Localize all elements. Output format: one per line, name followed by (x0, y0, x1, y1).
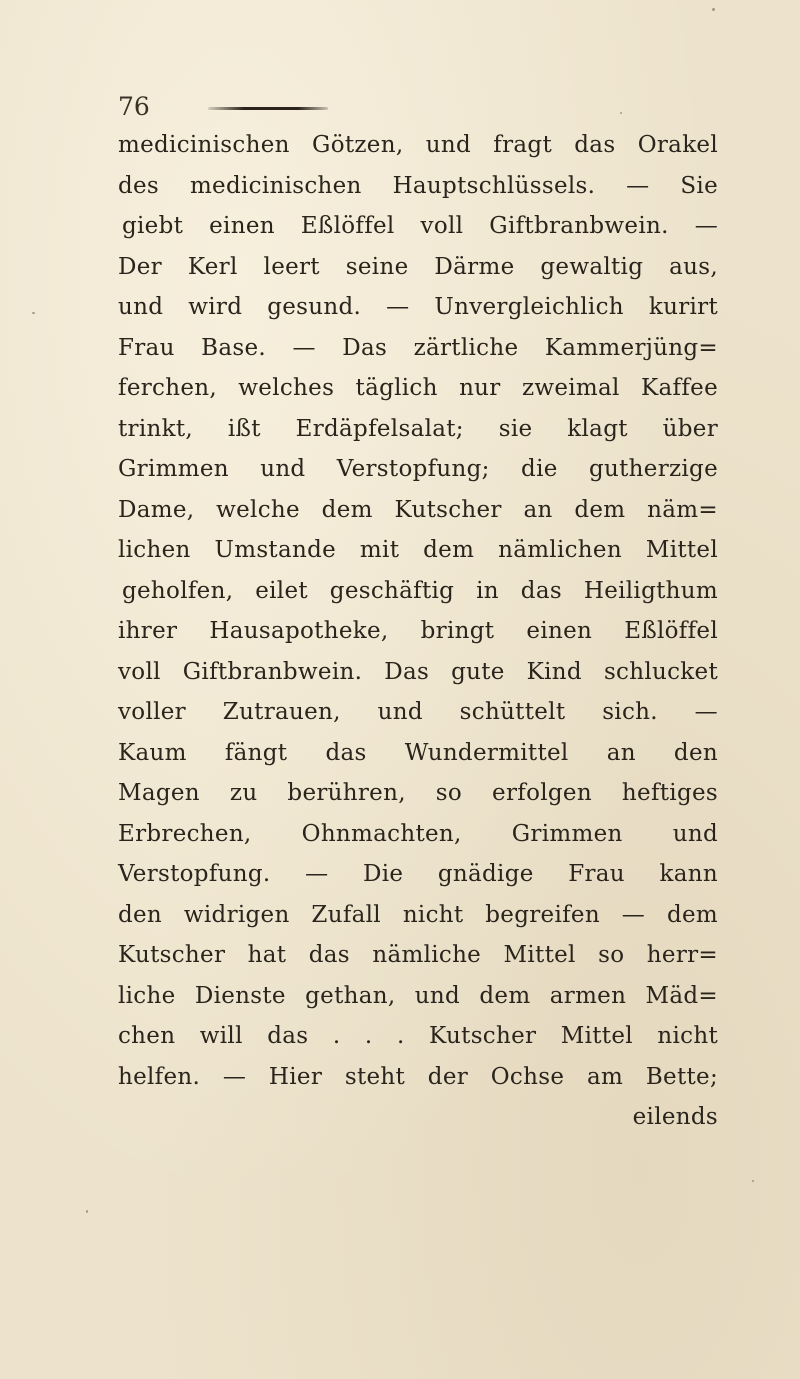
text-line: ferchen, welches täglich nur zweimal Kaffee (118, 375, 718, 401)
text-line: lichen Umstande mit dem nämlichen Mittel (118, 537, 718, 563)
text-line: des medicinischen Hauptschlüssels. — Sie (118, 172, 718, 199)
text-line: helfen. — Hier steht der Ochse am Bette; (118, 1063, 718, 1090)
paper-speck (712, 8, 715, 11)
text-line: liche Dienste gethan, und dem armen Mäd= (118, 982, 718, 1009)
text-line: medicinischen Götzen, und fragt das Orakel (118, 132, 718, 158)
text-line: Verstopfung. — Die gnädige Frau kann (118, 861, 718, 887)
text-line: Grimmen und Verstopfung; die gutherzige (118, 456, 718, 482)
text-line: Magen zu berühren, so erfolgen heftiges (118, 780, 718, 806)
page-number: 76 (118, 92, 150, 121)
text-line: chen will das . . . Kutscher Mittel nicht (118, 1023, 718, 1049)
text-line: geholfen, eilet geschäftig in das Heiligthum (122, 577, 718, 604)
header-rule (208, 107, 328, 110)
text-line: Frau Base. — Das zärtliche Kammerjüng= (118, 334, 718, 361)
text-line: Kutscher hat das nämliche Mittel so herr= (118, 942, 718, 968)
page-header (118, 92, 718, 122)
text-line: Dame, welche dem Kutscher an dem näm= (118, 496, 718, 523)
text-line: Der Kerl leert seine Därme gewaltig aus, (118, 253, 718, 280)
text-line: und wird gesund. — Unvergleichlich kurirt (118, 294, 718, 320)
paper-speck (620, 112, 622, 114)
text-line: voller Zutrauen, und schüttelt sich. — (118, 699, 718, 725)
paper-speck (32, 312, 35, 314)
body-text (118, 125, 718, 1138)
paper-speck (752, 1180, 754, 1182)
text-line: den widrigen Zufall nicht begreifen — dem (118, 901, 718, 928)
text-line: voll Giftbranbwein. Das gute Kind schlucket (118, 658, 718, 685)
text-line: trinkt, ißt Erdäpfelsalat; sie klagt über (118, 415, 718, 442)
paper-speck (86, 1210, 88, 1213)
text-line: giebt einen Eßlöffel voll Giftbranbwein. — (122, 213, 718, 239)
text-line: Kaum fängt das Wundermittel an den (118, 739, 718, 766)
text-line: ihrer Hausapotheke, bringt einen Eßlöffel (118, 618, 718, 644)
catchword: eilends (632, 1104, 718, 1130)
text-line: Erbrechen, Ohnmachten, Grimmen und (118, 820, 718, 847)
